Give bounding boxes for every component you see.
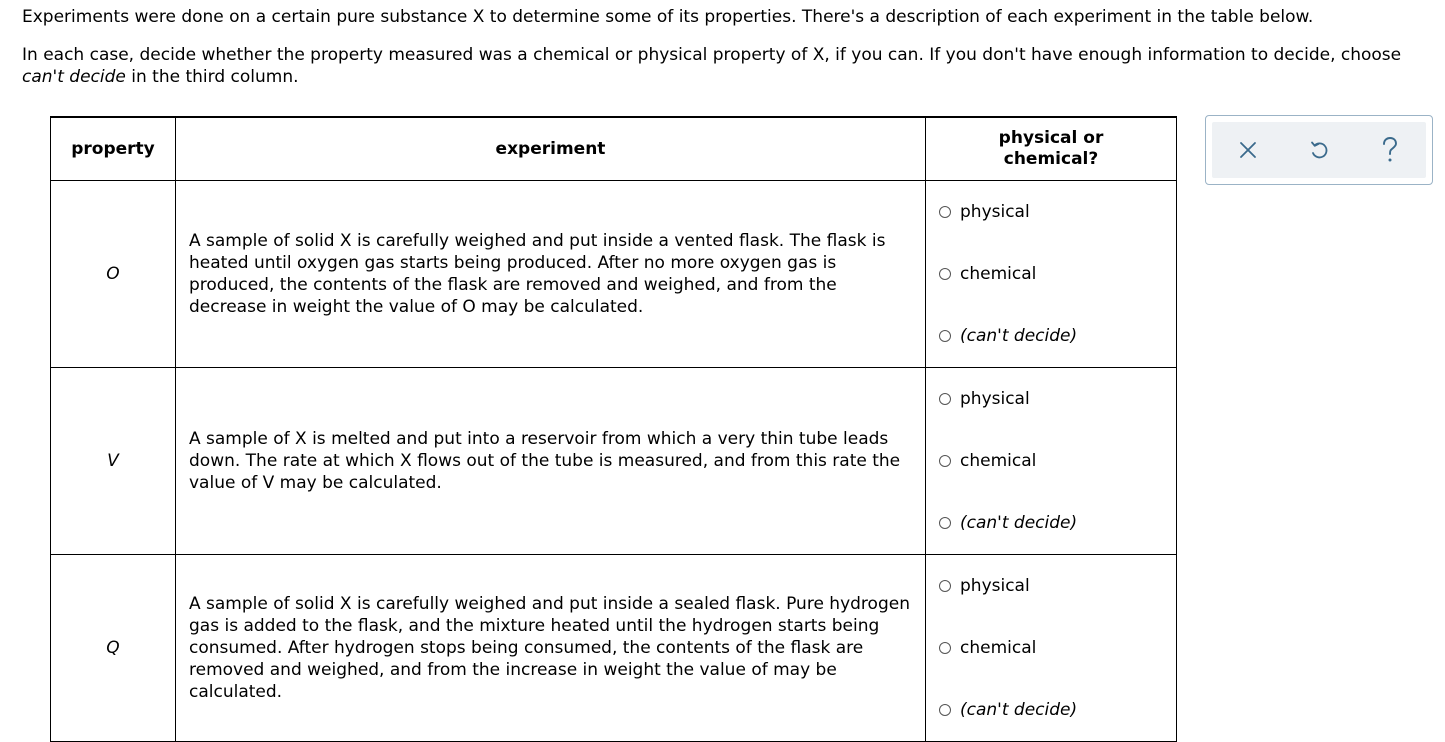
experiment-description: A sample of solid X is carefully weighed and put inside a vented flask. The flask is heated until oxygen gas starts being produced. After no more oxygen gas is produced, the contents of the flask are removed and weighed, and from the decrease in weight the value of O may be calculated.: [176, 181, 926, 368]
answer-options: [926, 555, 1177, 742]
experiment-description: A sample of solid X is carefully weighed and put inside a sealed flask. Pure hydrogen gas is added to the flask, and the mixture heated until the hydrogen starts being consumed. After hydrogen stops being consumed, the contents of the flask are removed and weighed, and from the increase in weight the value of may be calculated.: [176, 555, 926, 742]
undo-button[interactable]: [1299, 130, 1339, 170]
close-icon: [1238, 140, 1258, 160]
option-cant-decide[interactable]: (can't decide): [939, 305, 1176, 367]
option-chemical[interactable]: chemical: [939, 617, 1176, 679]
option-cant-decide[interactable]: (can't decide): [939, 492, 1176, 554]
radio-button[interactable]: [939, 206, 951, 218]
instructions-line-2: In each case, decide whether the property measured was a chemical or physical property of X, if you can. If you don't have enough information to decide, choose can't decide in the third column.: [22, 45, 1402, 87]
radio-button[interactable]: [939, 704, 951, 716]
option-physical[interactable]: physical: [939, 555, 1176, 617]
table-row: [51, 368, 1177, 555]
header-experiment: experiment: [176, 117, 926, 181]
clear-button[interactable]: [1228, 130, 1268, 170]
option-chemical[interactable]: chemical: [939, 243, 1176, 305]
option-physical[interactable]: physical: [939, 368, 1176, 430]
radio-button[interactable]: [939, 517, 951, 529]
property-symbol: V: [51, 368, 176, 555]
experiment-table: [50, 116, 1177, 742]
table-row: [51, 181, 1177, 368]
toolbar-buttons: [1212, 122, 1426, 178]
option-chemical[interactable]: chemical: [939, 430, 1176, 492]
header-property: property: [51, 117, 176, 181]
help-button[interactable]: [1370, 130, 1410, 170]
property-symbol: O: [51, 181, 176, 368]
radio-button[interactable]: [939, 580, 951, 592]
help-icon: [1379, 136, 1401, 164]
answer-options: [926, 181, 1177, 368]
header-physical-or-chemical: physical or chemical?: [926, 117, 1177, 181]
answer-toolbar: [1205, 115, 1433, 185]
radio-button[interactable]: [939, 455, 951, 467]
table-row: [51, 555, 1177, 742]
property-symbol: Q: [51, 555, 176, 742]
answer-options: [926, 368, 1177, 555]
option-cant-decide[interactable]: (can't decide): [939, 679, 1176, 741]
experiment-description: A sample of X is melted and put into a reservoir from which a very thin tube leads down. The rate at which X flows out of the tube is measured, and from this rate the value of V may be calculated.: [176, 368, 926, 555]
undo-icon: [1308, 139, 1330, 161]
radio-button[interactable]: [939, 642, 951, 654]
radio-button[interactable]: [939, 268, 951, 280]
radio-button[interactable]: [939, 330, 951, 342]
radio-button[interactable]: [939, 393, 951, 405]
instructions-line-1: Experiments were done on a certain pure substance X to determine some of its properties. There's a description of each experiment in the table below.: [22, 7, 1314, 27]
table-header-row: [51, 117, 1177, 181]
option-physical[interactable]: physical: [939, 181, 1176, 243]
